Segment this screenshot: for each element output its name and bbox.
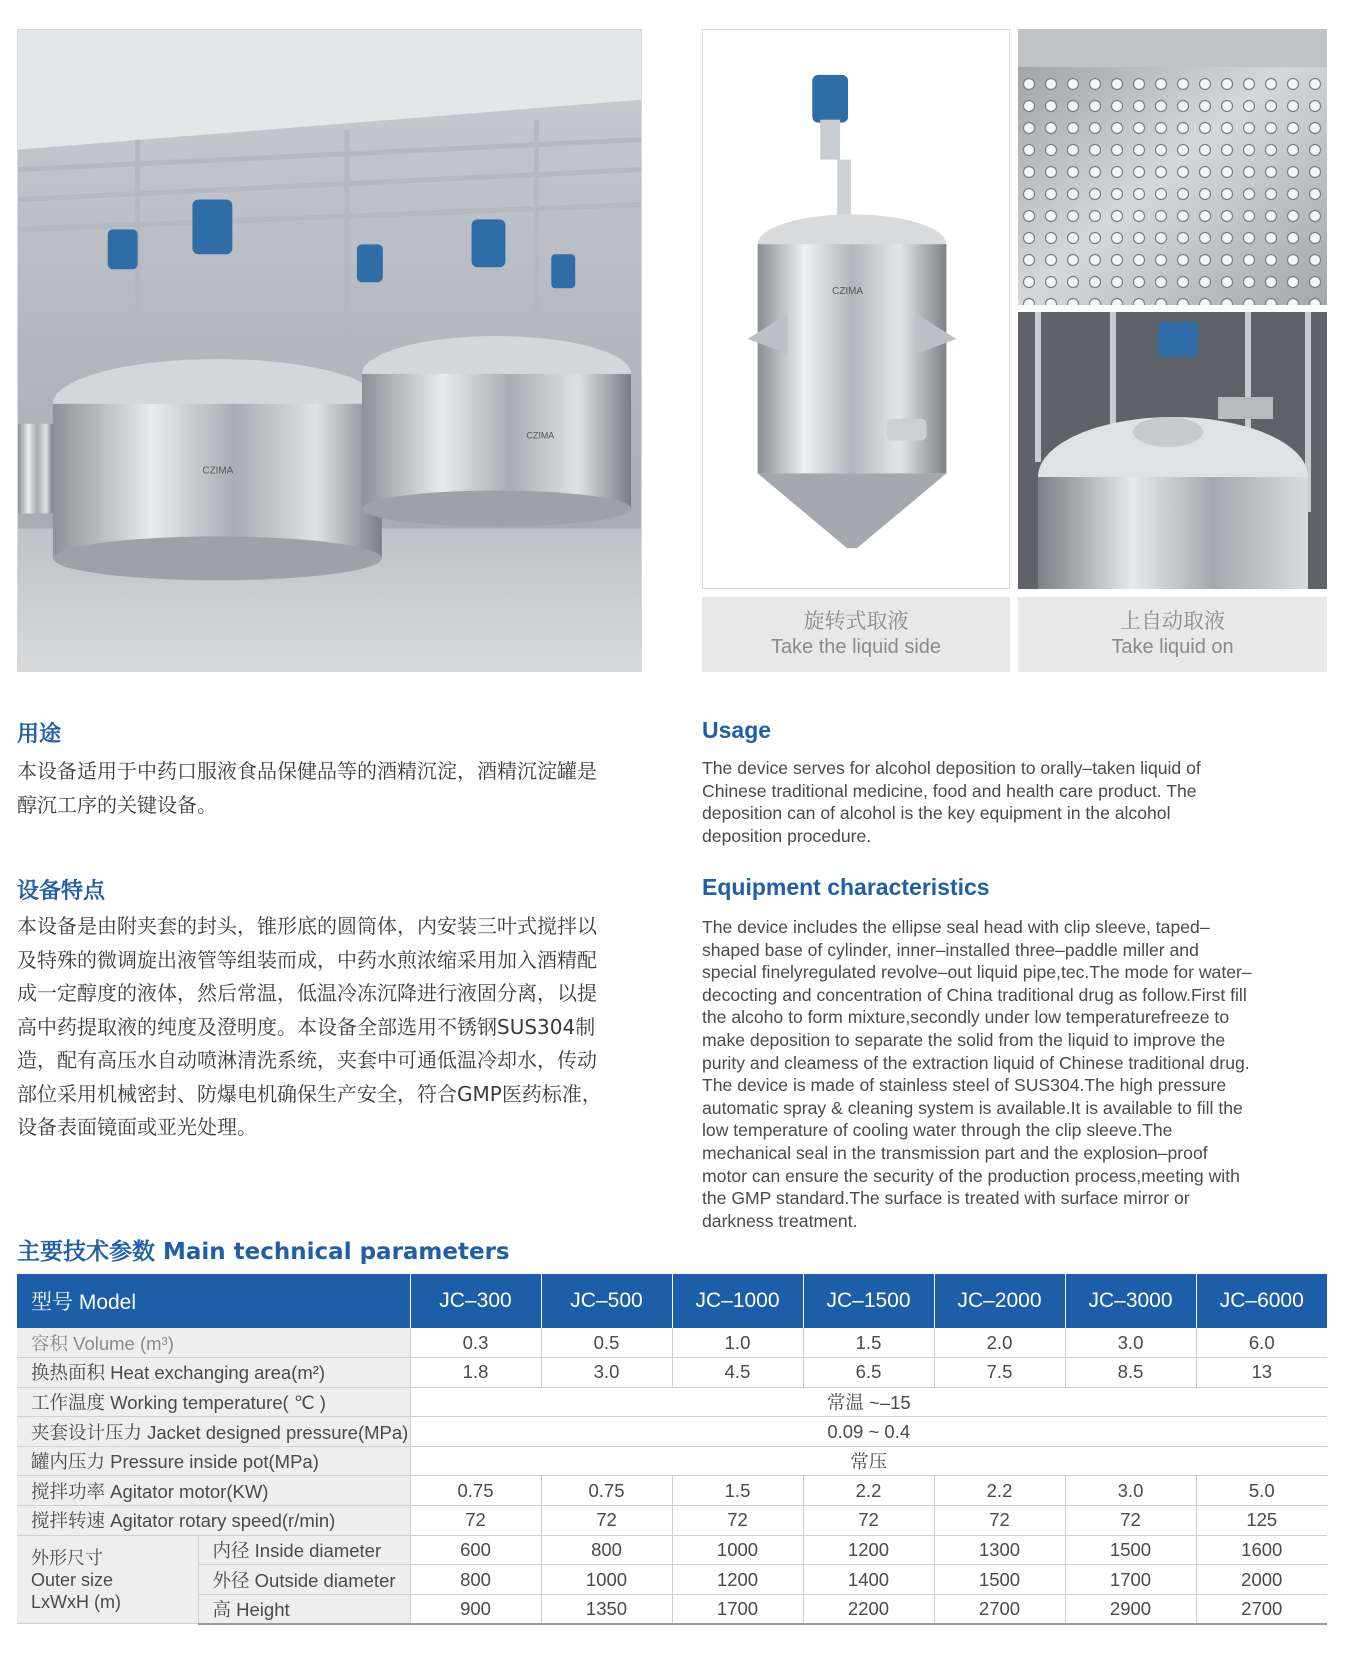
table-cell: 2700	[934, 1594, 1065, 1624]
features-en-line: special finelyregulated revolve–out liquid pipe,tec.The mode for water–	[702, 962, 1252, 983]
features-en-line: mechanical seal in the transmission part and the explosion–proof	[702, 1142, 1208, 1163]
table-cell: 8.5	[1065, 1358, 1196, 1388]
model-header: 型号 Model	[17, 1274, 410, 1328]
table-cell: 1.5	[672, 1476, 803, 1506]
features-en-line: The device is made of stainless steel of SUS304.The high pressure	[702, 1075, 1227, 1096]
table-cell: 1700	[672, 1594, 803, 1624]
model-column-header: JC–1500	[803, 1274, 934, 1328]
row-span-value: 常压	[410, 1446, 1327, 1476]
model-column-header: JC–3000	[1065, 1274, 1196, 1328]
outer-size-label-line: 外形尺寸	[31, 1547, 103, 1568]
features-text-cn	[17, 910, 647, 1145]
tank-top-graphic	[1018, 312, 1327, 589]
usage-title-en: Usage	[702, 717, 772, 743]
row-label: 夹套设计压力 Jacket designed pressure(MPa)	[17, 1417, 410, 1447]
outer-size-label-line: LxWxH (m)	[31, 1591, 121, 1612]
usage-text-en	[702, 757, 1332, 847]
params-title: 主要技术参数 Main technical parameters	[17, 1239, 510, 1265]
table-cell: 1500	[934, 1565, 1065, 1595]
workshop-photo	[17, 29, 642, 672]
table-row	[17, 1594, 1327, 1624]
table-cell: 2000	[1196, 1565, 1327, 1595]
row-sublabel: 高 Height	[198, 1594, 410, 1624]
row-label: 换热面积 Heat exchanging area(m²)	[17, 1358, 410, 1388]
caption-side-cn: 旋转式取液	[803, 609, 909, 633]
caption-top-liquid	[1018, 597, 1327, 672]
features-en-line: decocting and concentration of China traditional drug as follow.First fill	[702, 984, 1247, 1005]
usage-en-line: deposition procedure.	[702, 825, 872, 846]
table-cell: 800	[541, 1535, 672, 1565]
table-row	[17, 1328, 1327, 1358]
row-label: 工作温度 Working temperature( ℃ )	[17, 1387, 410, 1417]
features-cn-line: 及特殊的微调旋出液管等组装而成，中药水煎浓缩采用加入酒精配	[17, 947, 597, 972]
features-cn-line: 造，配有高压水自动喷淋清洗系统，夹套中可通低温冷却水，传动	[17, 1048, 597, 1072]
table-cell: 1500	[1065, 1535, 1196, 1565]
features-text-en	[702, 916, 1332, 1232]
table-cell: 13	[1196, 1358, 1327, 1388]
table-cell: 0.5	[541, 1328, 672, 1358]
features-en-line: make deposition to separate the solid from the liquid to improve the	[702, 1029, 1226, 1050]
usage-en-line: Chinese traditional medicine, food and health care product. The	[702, 780, 1197, 801]
table-row	[17, 1476, 1327, 1506]
usage-title-cn: 用途	[17, 722, 62, 747]
table-cell: 1.0	[672, 1328, 803, 1358]
row-label: 罐内压力 Pressure inside pot(MPa)	[17, 1446, 410, 1476]
rotating-tank-photo	[702, 29, 1010, 589]
model-column-header: JC–6000	[1196, 1274, 1327, 1328]
table-cell: 1300	[934, 1535, 1065, 1565]
table-cell: 3.0	[1065, 1476, 1196, 1506]
caption-side-liquid	[702, 597, 1010, 672]
row-label: 搅拌转速 Agitator rotary speed(r/min)	[17, 1506, 410, 1536]
table-row	[17, 1358, 1327, 1388]
table-row	[17, 1387, 1327, 1417]
table-cell: 1.8	[410, 1358, 541, 1388]
features-cn-line: 高中药提取液的纯度及澄明度。本设备全部选用不锈钢SUS304制	[17, 1014, 596, 1039]
features-en-line: purity and cleamess of the extraction liquid of Chinese traditional drug.	[702, 1052, 1250, 1073]
outer-size-label	[17, 1535, 198, 1624]
usage-en-line: deposition can of alcohol is the key equipment in the alcohol	[702, 803, 1171, 824]
features-cn-line: 设备表面镜面或亚光处理。	[17, 1115, 257, 1139]
features-en-line: The device includes the ellipse seal head with clip sleeve, taped–	[702, 917, 1210, 937]
table-cell: 1600	[1196, 1535, 1327, 1565]
features-en-line: motor can ensure the security of the production process,meeting with	[702, 1165, 1240, 1186]
row-label: 容积 Volume (m³)	[17, 1328, 410, 1358]
caption-side-en: Take the liquid side	[770, 636, 942, 658]
table-cell: 1400	[803, 1565, 934, 1595]
table-row	[17, 1417, 1327, 1447]
table-cell: 1200	[803, 1535, 934, 1565]
table-cell: 0.75	[541, 1476, 672, 1506]
table-cell: 3.0	[541, 1358, 672, 1388]
table-cell: 0.3	[410, 1328, 541, 1358]
table-cell: 4.5	[672, 1358, 803, 1388]
table-cell: 72	[672, 1506, 803, 1536]
table-cell: 600	[410, 1535, 541, 1565]
row-span-value: 常温 ~–15	[410, 1387, 1327, 1417]
features-title-en: Equipment characteristics	[702, 874, 990, 900]
tank-brand-mark: CZIMA	[832, 286, 864, 298]
features-cn-line: 成一定醇度的液体，然后常温，低温冷冻沉降进行液固分离，以提	[17, 981, 597, 1005]
table-cell: 1000	[672, 1535, 803, 1565]
rotating-tank-graphic	[703, 30, 1009, 588]
model-column-header: JC–2000	[934, 1274, 1065, 1328]
dimple-jacket-graphic	[1018, 29, 1327, 305]
caption-top-cn: 上自动取液	[1120, 609, 1225, 633]
tank-top-photo	[1018, 312, 1327, 589]
row-span-value: 0.09 ~ 0.4	[410, 1417, 1327, 1447]
table-cell: 2.0	[934, 1328, 1065, 1358]
table-cell: 72	[934, 1506, 1065, 1536]
model-column-header: JC–500	[541, 1274, 672, 1328]
table-cell: 5.0	[1196, 1476, 1327, 1506]
table-cell: 72	[803, 1506, 934, 1536]
caption-top-en: Take liquid on	[1111, 636, 1234, 658]
table-cell: 7.5	[934, 1358, 1065, 1388]
table-cell: 1.5	[803, 1328, 934, 1358]
usage-cn-line: 本设备适用于中药口服液食品保健品等的酒精沉淀，酒精沉淀罐是	[17, 759, 597, 783]
usage-en-line: The device serves for alcohol deposition to orally–taken liquid of	[702, 758, 1201, 778]
table-cell: 1000	[541, 1565, 672, 1595]
table-row	[17, 1506, 1327, 1536]
svg-text:CZIMA: CZIMA	[526, 430, 555, 441]
table-cell: 1700	[1065, 1565, 1196, 1595]
table-header-row	[17, 1274, 1327, 1328]
row-sublabel: 外径 Outside diameter	[198, 1565, 410, 1595]
params-table	[17, 1274, 1327, 1625]
features-en-line: darkness treatment.	[702, 1210, 858, 1231]
table-cell: 0.75	[410, 1476, 541, 1506]
model-column-header: JC–300	[410, 1274, 541, 1328]
table-cell: 1200	[672, 1565, 803, 1595]
table-cell: 1350	[541, 1594, 672, 1624]
table-cell: 3.0	[1065, 1328, 1196, 1358]
dimple-jacket-photo	[1018, 29, 1327, 305]
table-cell: 2.2	[803, 1476, 934, 1506]
table-row	[17, 1535, 1327, 1565]
table-cell: 2700	[1196, 1594, 1327, 1624]
features-en-line: shaped base of cylinder, inner–installed three–paddle miller and	[702, 939, 1199, 960]
usage-cn-line: 醇沉工序的关键设备。	[17, 792, 217, 817]
table-cell: 72	[541, 1506, 672, 1536]
table-cell: 72	[1065, 1506, 1196, 1536]
table-cell: 6.0	[1196, 1328, 1327, 1358]
table-cell: 72	[410, 1506, 541, 1536]
table-row	[17, 1446, 1327, 1476]
features-cn-line: 部位采用机械密封、防爆电机确保生产安全，符合GMP医药标准，	[17, 1081, 602, 1106]
features-en-line: the GMP standard.The surface is treated with surface mirror or	[702, 1188, 1190, 1209]
features-en-line: automatic spray & cleaning system is available.It is available to fill the	[702, 1097, 1243, 1118]
row-label: 搅拌功率 Agitator motor(KW)	[17, 1476, 410, 1506]
workshop-photo-graphic	[18, 30, 641, 671]
features-title-cn: 设备特点	[17, 879, 106, 904]
outer-size-label-line: Outer size	[31, 1569, 114, 1590]
table-cell: 800	[410, 1565, 541, 1595]
table-cell: 125	[1196, 1506, 1327, 1536]
table-cell: 2.2	[934, 1476, 1065, 1506]
table-cell: 2200	[803, 1594, 934, 1624]
features-en-line: low temperature of cooling water through the clip sleeve.The	[702, 1120, 1173, 1141]
features-en-line: the alcoho to form mixture,secondly under low temperaturefreeze to	[702, 1007, 1230, 1028]
features-cn-line: 本设备是由附夹套的封头，锥形底的圆筒体，内安装三叶式搅拌以	[17, 914, 597, 938]
row-sublabel: 内径 Inside diameter	[198, 1535, 410, 1565]
usage-text-cn	[17, 755, 647, 822]
table-cell: 6.5	[803, 1358, 934, 1388]
table-cell: 900	[410, 1594, 541, 1624]
model-column-header: JC–1000	[672, 1274, 803, 1328]
table-row	[17, 1565, 1327, 1595]
table-cell: 2900	[1065, 1594, 1196, 1624]
svg-text:CZIMA: CZIMA	[202, 465, 234, 477]
